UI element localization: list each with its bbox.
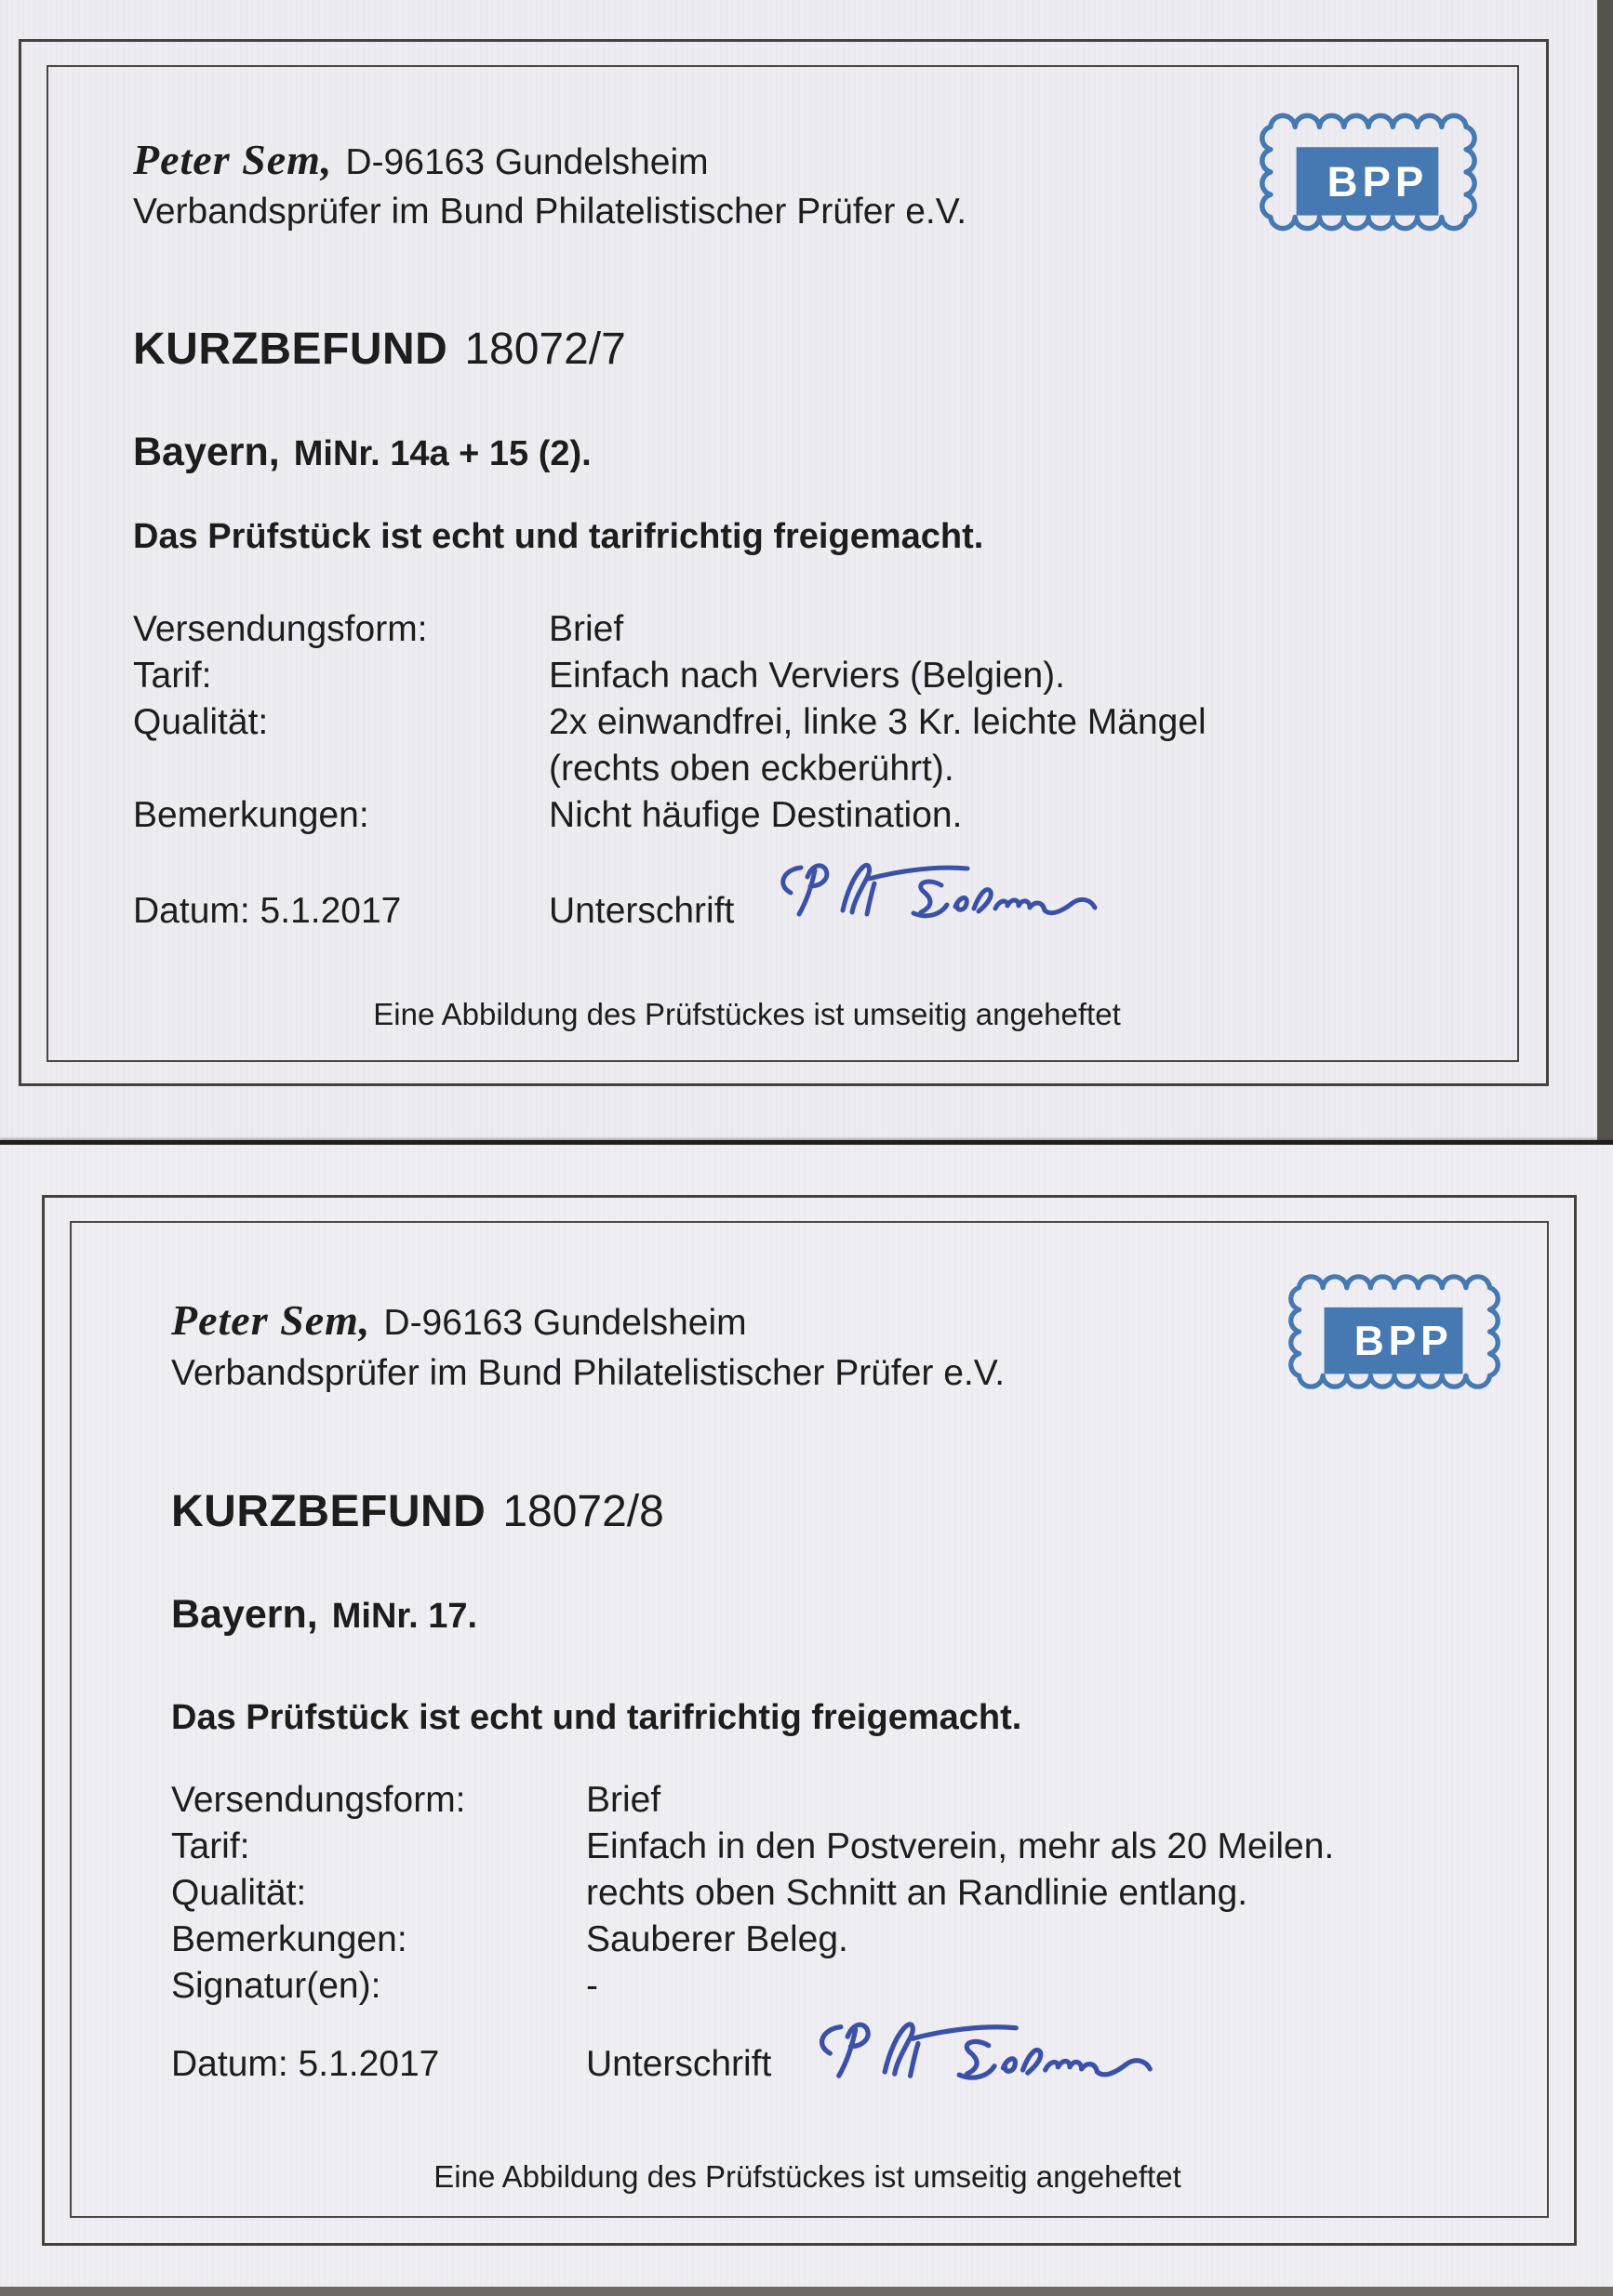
scan-edge-bottom: [0, 2287, 1613, 2296]
footer-note: Eine Abbildung des Prüfstückes ist umseitig angeheftet: [373, 997, 1121, 1031]
certificate-type: KURZBEFUND: [171, 1487, 487, 1536]
field-value: 2x einwandfrei, linke 3 Kr. leichte Mängel: [549, 702, 1206, 742]
signature-scribble: [787, 1997, 1164, 2107]
bpp-logo: [1258, 112, 1479, 232]
field-label: Bemerkungen:: [133, 795, 369, 835]
field-label: Tarif:: [133, 656, 212, 696]
field-value: Einfach nach Verviers (Belgien).: [549, 656, 1065, 696]
field-value: -: [586, 1966, 598, 2006]
subject-catalog: MiNr. 14a + 15 (2).: [293, 434, 592, 473]
subject-line: [171, 1592, 477, 1638]
subject-catalog: MiNr. 17.: [331, 1597, 478, 1636]
field-label: Versendungsform:: [133, 609, 428, 649]
field-label: Versendungsform:: [171, 1780, 466, 1820]
field-value: (rechts oben eckberührt).: [549, 749, 954, 789]
field-label: Qualität:: [171, 1873, 307, 1913]
bpp-text: BPP: [1326, 157, 1429, 206]
signature-label: Unterschrift: [586, 2044, 772, 2084]
scan-edge-right: [1597, 0, 1613, 1141]
header-line: [133, 136, 709, 185]
field-label: Tarif:: [171, 1826, 250, 1866]
signature-scribble: [750, 840, 1108, 944]
footer-note: Eine Abbildung des Prüfstückes ist umseitig angeheftet: [433, 2159, 1181, 2194]
field-value: rechts oben Schnitt an Randlinie entlang.: [586, 1873, 1248, 1913]
authenticity-statement: Das Prüfstück ist echt und tarifrichtig freigemacht.: [133, 517, 984, 556]
subject-region: Bayern,: [171, 1592, 318, 1637]
certificate-number: 18072/7: [464, 325, 626, 374]
date-line: Datum: 5.1.2017: [171, 2044, 440, 2084]
signature-label: Unterschrift: [549, 891, 735, 931]
date-line: Datum: 5.1.2017: [133, 891, 402, 931]
card-separation-line: [0, 1140, 1613, 1145]
examiner-address: D-96163 Gundelsheim: [345, 142, 709, 182]
examiner-subtitle: Verbandsprüfer im Bund Philatelistischer Prüfer e.V.: [171, 1353, 1006, 1393]
bpp-text: BPP: [1353, 1319, 1453, 1365]
subject-region: Bayern,: [133, 430, 280, 474]
examiner-name: Peter Sem,: [133, 136, 333, 183]
field-value: Brief: [549, 609, 624, 649]
examiner-subtitle: Verbandsprüfer im Bund Philatelistischer Prüfer e.V.: [133, 192, 967, 232]
subject-line: [133, 430, 592, 475]
field-value: Nicht häufige Destination.: [549, 795, 963, 835]
certificate-title: [133, 324, 626, 375]
examiner-address: D-96163 Gundelsheim: [383, 1303, 747, 1343]
authenticity-statement: Das Prüfstück ist echt und tarifrichtig freigemacht.: [171, 1698, 1022, 1737]
field-value: Brief: [586, 1780, 661, 1820]
certificate-number: 18072/8: [502, 1487, 664, 1536]
field-label: Bemerkungen:: [171, 1919, 407, 1959]
field-label: Qualität:: [133, 702, 269, 742]
examiner-name: Peter Sem,: [171, 1296, 371, 1344]
certificate-type: KURZBEFUND: [133, 325, 448, 374]
field-value: Sauberer Beleg.: [586, 1919, 848, 1959]
bpp-logo: [1286, 1270, 1502, 1393]
field-label: Signatur(en):: [171, 1966, 381, 2006]
certificate-title: [171, 1486, 664, 1537]
field-value: Einfach in den Postverein, mehr als 20 Meilen.: [586, 1826, 1335, 1866]
header-line: [171, 1296, 747, 1346]
